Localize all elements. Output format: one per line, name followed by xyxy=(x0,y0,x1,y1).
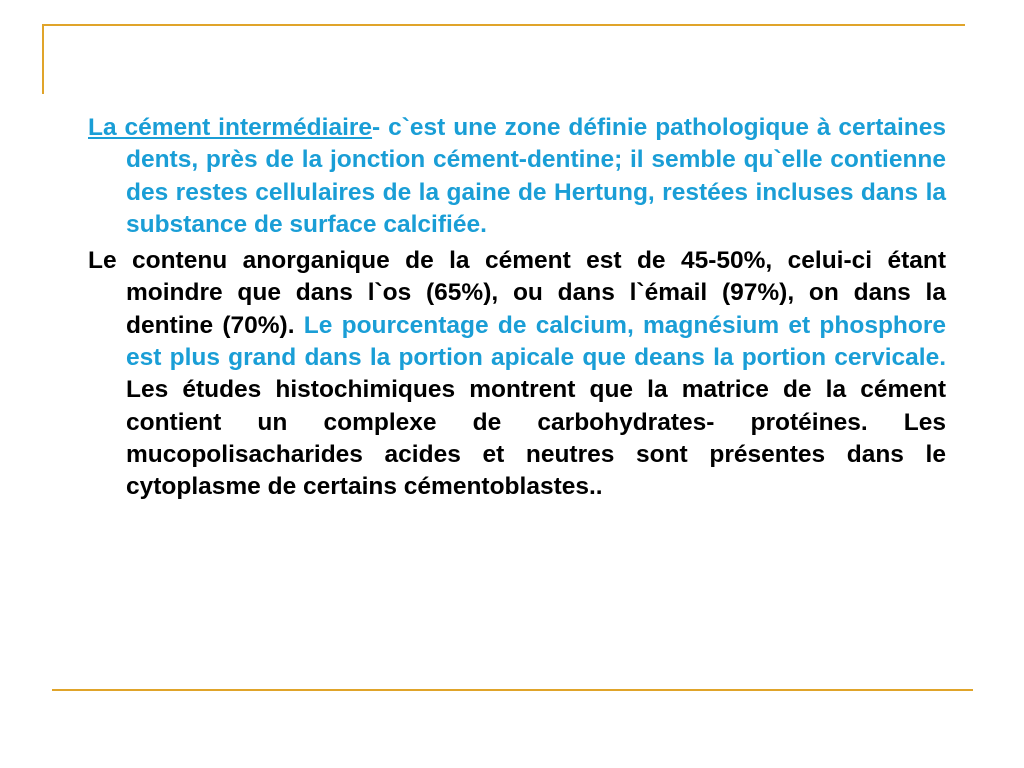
left-decorative-rule xyxy=(42,24,44,94)
paragraph-1-text: - c`est une zone définie pathologique à certaines dents, près de la jonction cément-dentine; il semble qu`elle contienne des restes cellulaires de la gaine de Hertung, restées incluses dans la substance de surface calcifiée. xyxy=(126,114,947,238)
paragraph-2-highlight: Le pourcentage de calcium, magnésium et phosphore est plus grand dans la portion apicale que deans la portion cervicale. xyxy=(126,311,946,372)
top-decorative-rule xyxy=(42,24,965,26)
paragraph-2-intro: Le contenu anorganique de la cément est de 45-50%, celui-ci étant moindre que dans l`os (65%), ou dans l`émail (97%), on dans la dentine (70%). xyxy=(88,247,946,339)
slide-body xyxy=(88,112,946,508)
bottom-decorative-rule xyxy=(52,689,973,691)
paragraph-intermediate-cementum xyxy=(88,112,946,241)
paragraph-2-outro: Les études histochimiques montrent que la matrice de la cément contient un complexe de carbohydrates- protéines. Les mucopolisacharides acides et neutres sont présentes dans le cytoplasme de certains cémentoblastes.. xyxy=(126,376,946,501)
paragraph-inorganic-content xyxy=(88,245,946,503)
term-link[interactable]: La cément intermédiaire xyxy=(88,114,373,141)
